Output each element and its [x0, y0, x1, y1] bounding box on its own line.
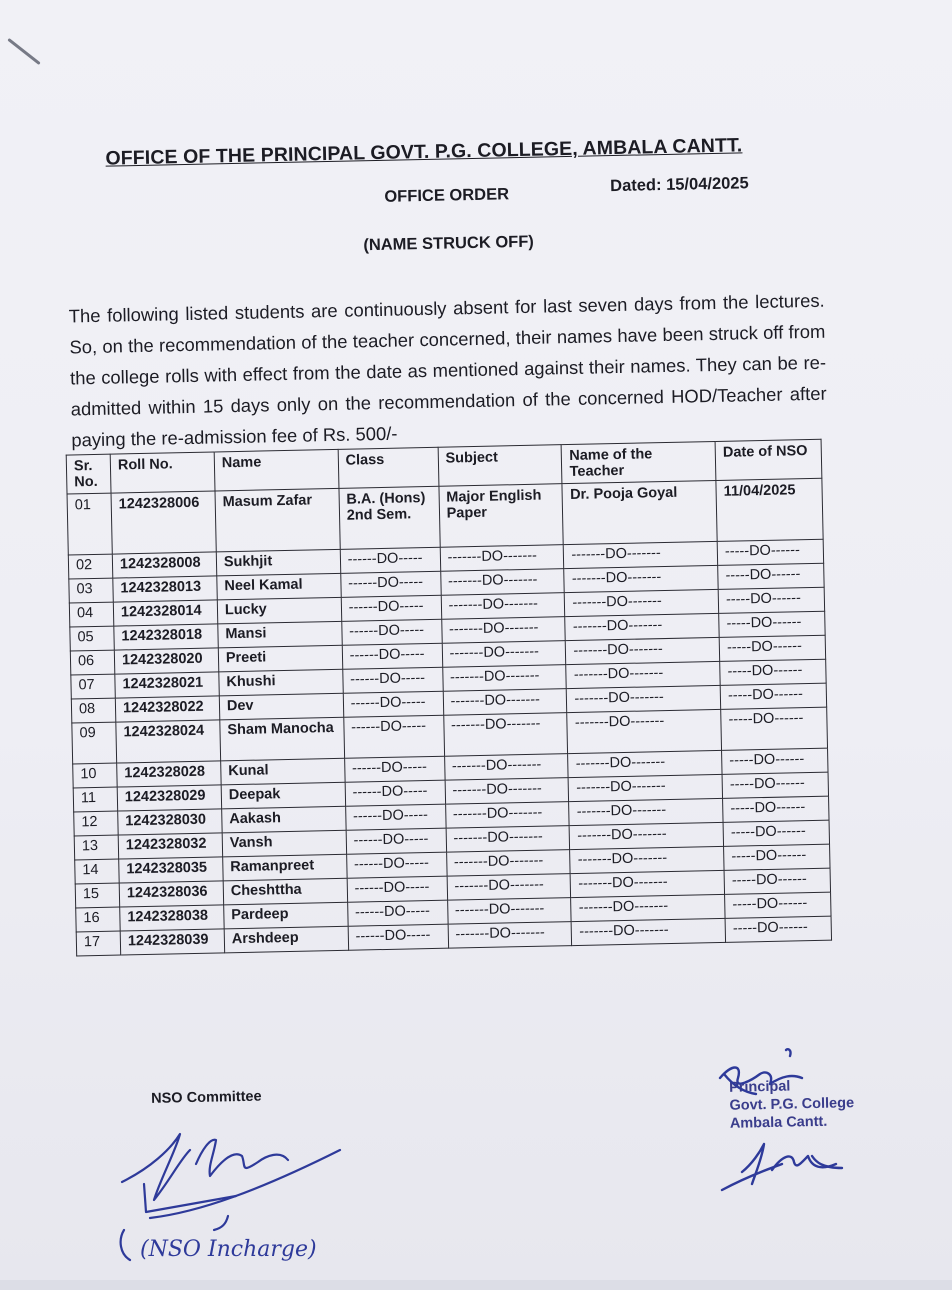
cell-teacher: Dr. Pooja Goyal — [562, 480, 717, 544]
cell-name: Kunal — [221, 758, 345, 785]
cell-subject: -------DO------- — [447, 874, 571, 901]
cell-date: -----DO------ — [720, 683, 826, 709]
cell-roll-no: 1242328021 — [115, 672, 219, 698]
cell-subject: -------DO------- — [445, 802, 569, 829]
cell-name: Cheshttha — [223, 878, 347, 905]
cell-name: Sukhjit — [216, 549, 340, 576]
cell-class: ------DO----- — [340, 571, 440, 597]
cell-class: ------DO----- — [342, 667, 442, 693]
cell-name: Lucky — [217, 597, 341, 624]
cell-roll-no: 1242328032 — [118, 833, 222, 859]
cell-subject: Major English Paper — [439, 484, 564, 548]
cell-date: -----DO------ — [719, 635, 825, 661]
order-date: Dated: 15/04/2025 — [610, 174, 749, 196]
cell-class: ------DO----- — [346, 828, 446, 854]
cell-subject: -------DO------- — [448, 922, 572, 949]
cell-roll-no: 1242328038 — [120, 905, 224, 931]
cell-subject: -------DO------- — [447, 898, 571, 925]
cell-date: -----DO------ — [722, 748, 828, 774]
header-name: Name — [214, 449, 339, 491]
cell-sr-no: 05 — [70, 626, 114, 651]
header-roll-no: Roll No. — [110, 452, 215, 493]
cell-subject: -------DO------- — [446, 826, 570, 853]
cell-class: ------DO----- — [348, 924, 448, 950]
header-teacher: Name of the Teacher — [562, 441, 716, 483]
order-body-text: The following listed students are continuously absent for last seven days from the lectures. So, on the recommendation of the teacher concerned, their names have been struck off from the college rolls with effect from the date as mentioned against their names. They can be re-admitted within 15 days only on the recommendation of the concerned HOD/Teacher after paying the re-admission fee of Rs. 500/- — [68, 290, 827, 451]
cell-name: Dev — [219, 693, 343, 720]
cell-teacher: -------DO------- — [564, 541, 718, 568]
cell-subject: -------DO------- — [440, 569, 564, 596]
cell-teacher: -------DO------- — [564, 565, 718, 592]
cell-date: -----DO------ — [719, 611, 825, 637]
struck-off-table — [66, 439, 832, 957]
cell-sr-no: 15 — [75, 883, 119, 908]
cell-sr-no: 11 — [73, 787, 117, 812]
cell-teacher: -------DO------- — [567, 709, 721, 753]
cell-name: Preeti — [218, 645, 342, 672]
cell-date: 11/04/2025 — [716, 478, 823, 541]
cell-class: ------DO----- — [347, 876, 447, 902]
cell-name: Arshdeep — [224, 926, 348, 953]
cell-roll-no: 1242328006 — [111, 491, 216, 554]
nso-incharge-handwritten-note: (NSO Incharge) — [140, 1237, 317, 1262]
cell-subject: -------DO------- — [443, 689, 567, 716]
header-sr-no: Sr. No. — [66, 454, 111, 494]
page-title: OFFICE OF THE PRINCIPAL GOVT. P.G. COLLEGE, AMBALA CANTT. — [105, 134, 743, 170]
header-subject: Subject — [438, 445, 563, 487]
cell-roll-no: 1242328022 — [115, 696, 219, 722]
cell-roll-no: 1242328020 — [114, 648, 218, 674]
cell-sr-no: 03 — [69, 578, 113, 603]
header-class: Class — [338, 447, 439, 488]
cell-date: -----DO------ — [723, 796, 829, 822]
cell-roll-no: 1242328008 — [112, 552, 216, 578]
cell-sr-no: 10 — [73, 763, 117, 788]
cell-subject: -------DO------- — [444, 754, 568, 781]
cell-name: Mansi — [218, 621, 342, 648]
order-subtitle: (NAME STRUCK OFF) — [363, 232, 535, 255]
cell-teacher: -------DO------- — [568, 750, 722, 777]
cell-teacher: -------DO------- — [569, 798, 723, 825]
cell-sr-no: 17 — [76, 931, 120, 956]
cell-date: -----DO------ — [724, 844, 830, 870]
cell-class: ------DO----- — [341, 619, 441, 645]
cell-name: Pardeep — [224, 902, 348, 929]
cell-sr-no: 14 — [75, 859, 119, 884]
cell-roll-no: 1242328030 — [118, 809, 222, 835]
cell-subject: -------DO------- — [441, 593, 565, 620]
cell-roll-no: 1242328028 — [117, 761, 221, 787]
cell-date: -----DO------ — [724, 868, 830, 894]
cell-sr-no: 02 — [68, 554, 112, 579]
cell-teacher: -------DO------- — [566, 661, 720, 688]
cell-name: Masum Zafar — [215, 488, 340, 552]
cell-subject: -------DO------- — [442, 665, 566, 692]
cell-sr-no: 12 — [74, 811, 118, 836]
cell-date: -----DO------ — [718, 587, 824, 613]
cell-roll-no: 1242328013 — [113, 576, 217, 602]
cell-roll-no: 1242328039 — [120, 929, 224, 955]
cell-sr-no: 08 — [71, 698, 115, 723]
stamp-line-principal: Principal — [728, 1078, 791, 1096]
cell-roll-no: 1242328035 — [119, 857, 223, 883]
cell-teacher: -------DO------- — [567, 685, 721, 712]
nso-incharge-signature — [110, 1120, 380, 1270]
cell-name: Aakash — [222, 806, 346, 833]
order-heading: OFFICE ORDER — [384, 185, 510, 206]
cell-class: ------DO----- — [341, 595, 441, 621]
cell-class: ------DO----- — [343, 691, 443, 717]
cell-name: Khushi — [219, 669, 343, 696]
cell-class: ------DO----- — [344, 756, 444, 782]
cell-name: Sham Manocha — [220, 717, 345, 761]
cell-teacher: -------DO------- — [565, 613, 719, 640]
cell-date: -----DO------ — [723, 820, 829, 846]
cell-sr-no: 13 — [74, 835, 118, 860]
cell-date: -----DO------ — [725, 892, 831, 918]
cell-sr-no: 07 — [71, 674, 115, 699]
cell-name: Ramanpreet — [223, 854, 347, 881]
cell-date: -----DO------ — [718, 563, 824, 589]
cell-teacher: -------DO------- — [570, 822, 724, 849]
cell-sr-no: 16 — [76, 907, 120, 932]
cell-sr-no: 01 — [67, 493, 112, 555]
cell-class: B.A. (Hons) 2nd Sem. — [339, 486, 440, 549]
cell-teacher: -------DO------- — [569, 774, 723, 801]
cell-subject: -------DO------- — [441, 617, 565, 644]
cell-name: Vansh — [222, 830, 346, 857]
cell-class: ------DO----- — [347, 900, 447, 926]
cell-subject: -------DO------- — [440, 545, 564, 572]
cell-date: -----DO------ — [725, 916, 831, 942]
cell-roll-no: 1242328014 — [113, 600, 217, 626]
cell-class: ------DO----- — [343, 715, 444, 758]
cell-sr-no: 09 — [72, 722, 117, 764]
cell-date: -----DO------ — [717, 539, 823, 565]
cell-class: ------DO----- — [346, 852, 446, 878]
principal-signature — [712, 1044, 862, 1204]
cell-subject: -------DO------- — [442, 641, 566, 668]
cell-roll-no: 1242328029 — [117, 785, 221, 811]
cell-roll-no: 1242328024 — [116, 720, 221, 763]
cell-date: -----DO------ — [720, 659, 826, 685]
cell-class: ------DO----- — [340, 547, 440, 573]
cell-teacher: -------DO------- — [571, 894, 725, 921]
nso-committee-label: NSO Committee — [151, 1088, 262, 1107]
cell-teacher: -------DO------- — [566, 637, 720, 664]
cell-class: ------DO----- — [345, 780, 445, 806]
cell-teacher: -------DO------- — [572, 918, 726, 945]
cell-subject: -------DO------- — [446, 850, 570, 877]
cell-teacher: -------DO------- — [570, 846, 724, 873]
cell-teacher: -------DO------- — [571, 870, 725, 897]
cell-name: Deepak — [221, 782, 345, 809]
cell-subject: -------DO------- — [443, 713, 568, 757]
cell-class: ------DO----- — [345, 804, 445, 830]
cell-sr-no: 06 — [70, 650, 114, 675]
stamp-line-college: Govt. P.G. College — [729, 1095, 855, 1114]
cell-date: -----DO------ — [721, 707, 828, 750]
cell-sr-no: 04 — [69, 602, 113, 627]
cell-date: -----DO------ — [722, 772, 828, 798]
cell-roll-no: 1242328018 — [114, 624, 218, 650]
stamp-line-place: Ambala Cantt. — [729, 1113, 828, 1132]
cell-name: Neel Kamal — [217, 573, 341, 600]
cell-roll-no: 1242328036 — [119, 881, 223, 907]
header-date-of-nso: Date of NSO — [715, 439, 822, 480]
cell-class: ------DO----- — [342, 643, 442, 669]
cell-teacher: -------DO------- — [565, 589, 719, 616]
cell-subject: -------DO------- — [445, 778, 569, 805]
